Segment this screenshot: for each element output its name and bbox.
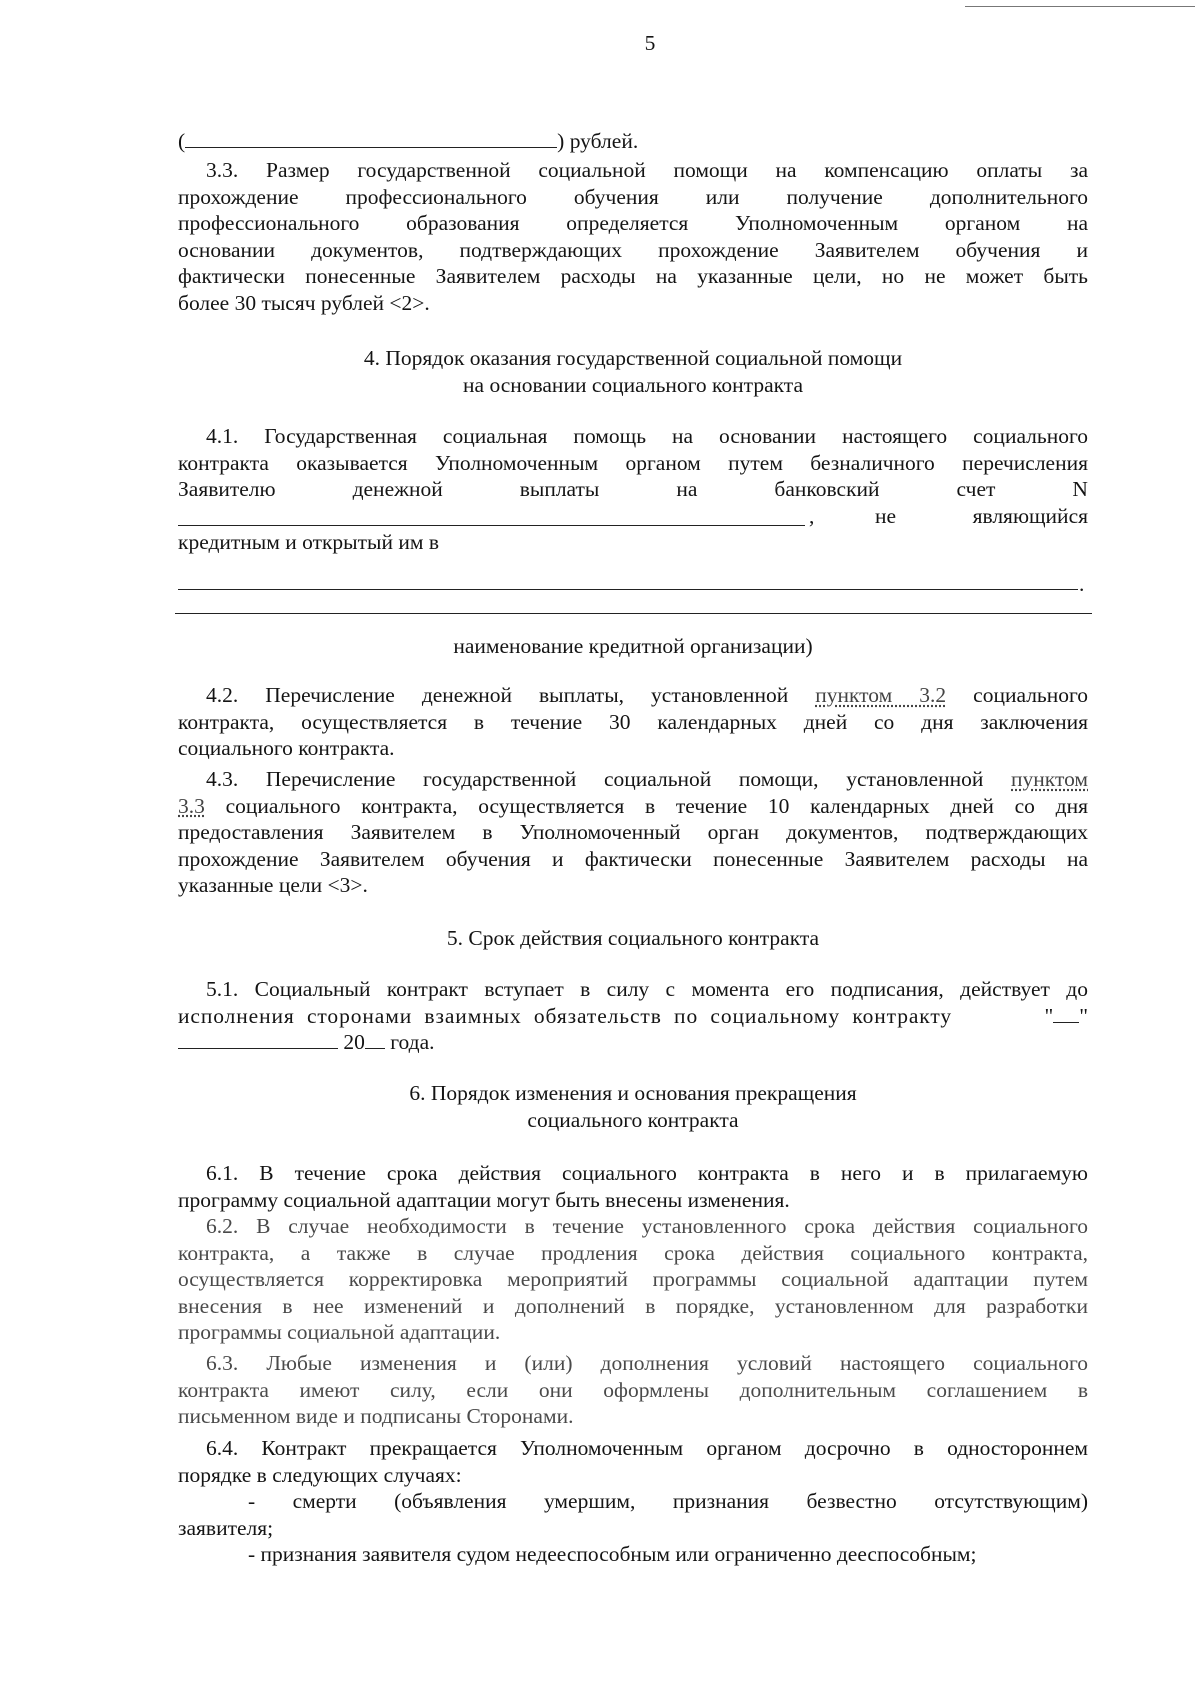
paragraph-4-1: 4.1. Государственная социальная помощь на основании настоящего социального контракта оказывается Уполномоченным органом путем безналичного перечисления Заявителю денежной выплаты на банковский счет N , не являющийся кредитным и открытый им в [178, 424, 1088, 554]
link-punkt-3-3-number[interactable]: 3.3 [178, 793, 205, 818]
paragraph-6-1: 6.1. В течение срока действия социального контракта в него и в прилагаемую программу социальной адаптации могут быть внесены изменения. [178, 1161, 1088, 1212]
paragraph-6-2: 6.2. В случае необходимости в течение установленного срока действия социального контракта, а также в случае продления срока действия социального контракта, осуществляется корректировка мероприятий программы социальной адаптации путем внесения в нее изменений и дополнений в порядке, установленном для разработки программы социальной адаптации. [178, 1214, 1088, 1344]
paragraph-3-3: 3.3. Размер государственной социальной помощи на компенсацию оплаты за прохождение профессионального обучения или получение дополнительного профессионального образования определяется Уполномоченным органом на основании документов, подтверждающих прохождение Заявителем обучения и фактически понесенные Заявителем расходы на указанные цели, но не может быть более 30 тысяч рублей <2>. [178, 158, 1088, 315]
section-5-title: 5. Срок действия социального контракта [446, 926, 820, 950]
contract-day-blank[interactable] [1053, 1004, 1079, 1023]
paragraph-6-4: 6.4. Контракт прекращается Уполномоченным органом досрочно в одностороннем порядке в следующих случаях: - смерти (объявления умершим, признания безвестно отсутствующим) заявителя; - признания заявителя судом недееспособным или ограниченно дееспособным; [178, 1436, 1088, 1566]
amount-line: ( ) рублей. [178, 129, 639, 153]
amount-words-blank[interactable] [185, 129, 557, 148]
paragraph-4-3: 4.3. Перечисление государственной социальной помощи, установленной пунктом 3.3 социального контракта, осуществляется в течение 10 календарных дней со дня предоставления Заявителем в Уполномоченный орган документов, подтверждающих прохождение Заявителем обучения и фактически понесенные Заявителем расходы на указанные цели <3>. [178, 767, 1089, 897]
list-item: - смерти (объявления умершим, признания безвестно отсутствующим) [248, 1489, 1088, 1513]
section-6-title: 6. Порядок изменения и основания прекращения социального контракта [409, 1081, 857, 1132]
paragraph-4-2: 4.2. Перечисление денежной выплаты, установленной пунктом 3.2 социального контракта, осуществляется в течение 30 календарных дней со дня заключения социального контракта. [178, 683, 1089, 760]
bank-account-line: Заявителю денежной выплаты на банковский счет N [178, 477, 1088, 501]
scan-edge-line [965, 6, 1195, 7]
link-punkt-3-2[interactable]: пунктом 3.2 [815, 683, 947, 707]
page-number: 5 [644, 31, 656, 55]
section-4-title: 4. Порядок оказания государственной социальной помощи на основании социального контракта [363, 346, 903, 397]
bank-name-blank[interactable] [178, 589, 1078, 590]
list-item: - признания заявителя судом недееспособным или ограниченно дееспособным; [248, 1542, 977, 1566]
contract-year-blank[interactable] [365, 1030, 385, 1049]
account-number-blank[interactable] [178, 507, 805, 526]
amount-suffix: ) рублей. [557, 129, 639, 153]
contract-month-blank[interactable] [178, 1030, 338, 1049]
account-number-line: , не являющийся [178, 503, 1088, 530]
bank-name-underline [175, 613, 1092, 614]
paragraph-5-1: 5.1. Социальный контракт вступает в силу с момента его подписания, действует до исполнения сторонами взаимных обязательств по социальному контракту " " 20 года. [178, 977, 1088, 1054]
bank-name-caption: наименование кредитной организации) [453, 634, 813, 658]
bank-name-dot: . [1079, 572, 1085, 596]
link-punkt-3-3[interactable]: пунктом [1011, 767, 1089, 791]
paragraph-6-3: 6.3. Любые изменения и (или) дополнения условий настоящего социального контракта имеют силу, если они оформлены дополнительным соглашением в письменном виде и подписаны Сторонами. [178, 1351, 1088, 1428]
